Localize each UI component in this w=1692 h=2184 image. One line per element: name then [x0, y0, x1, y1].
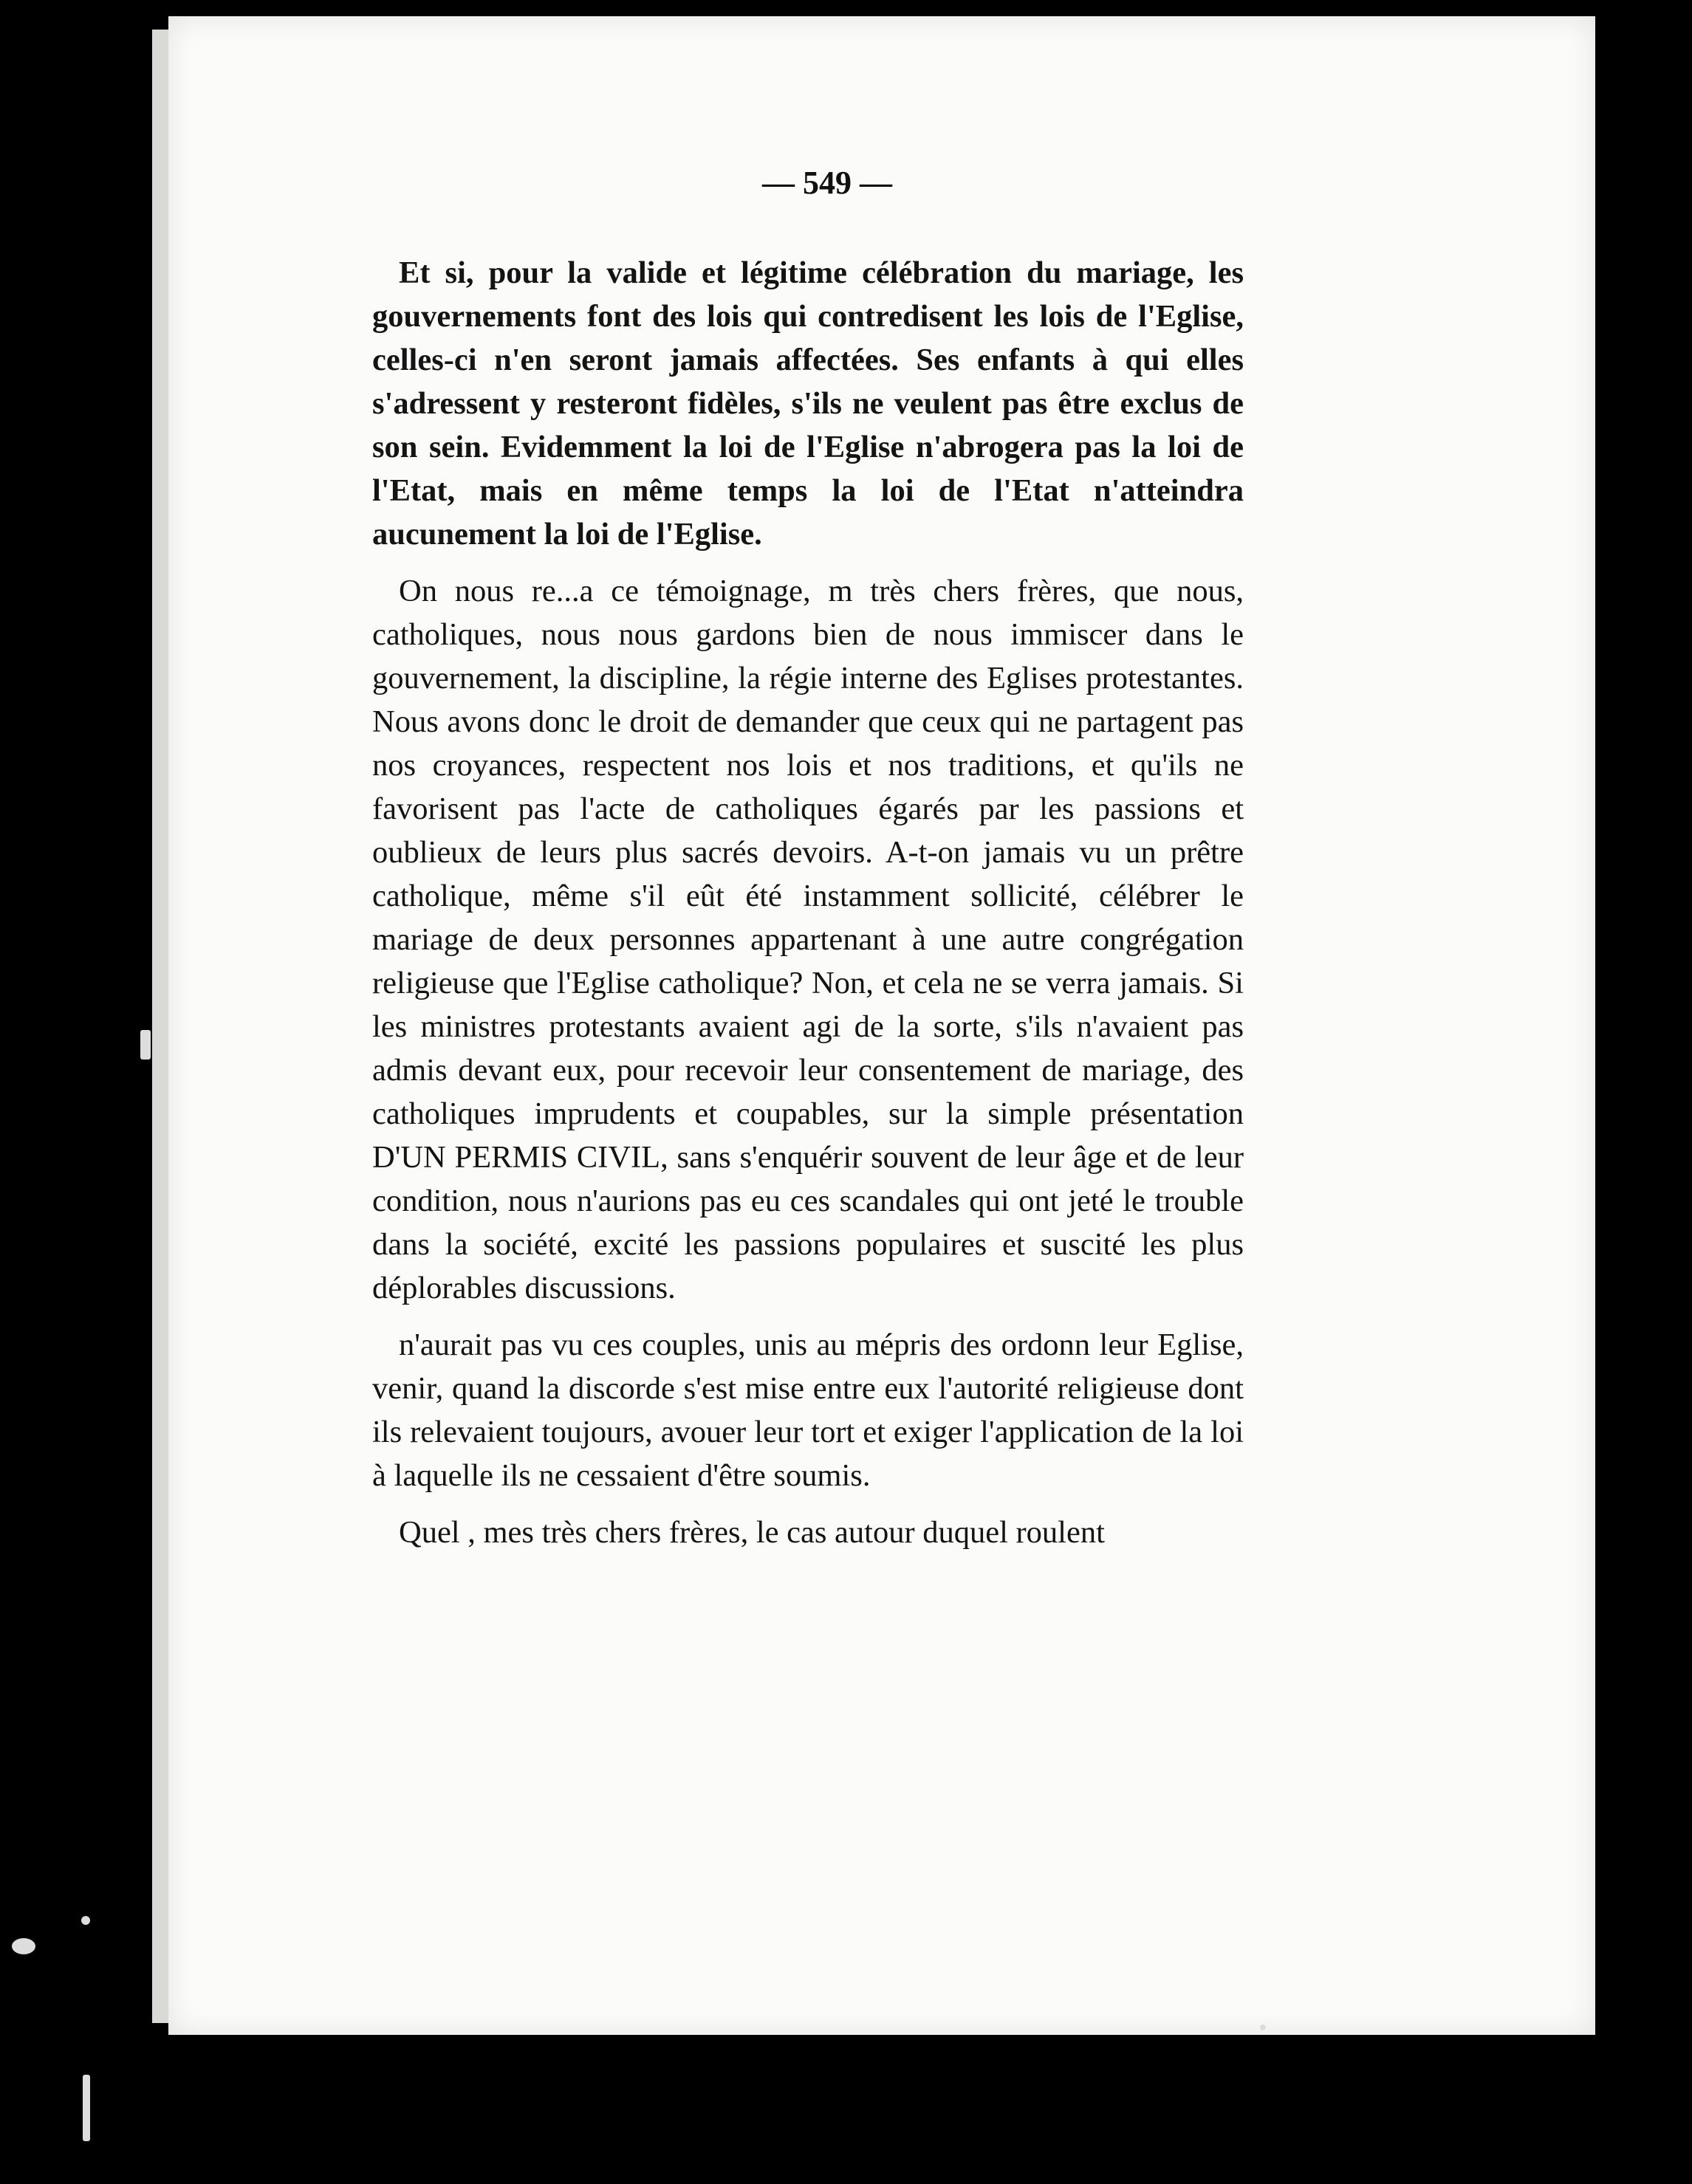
- scan-speck: [81, 1916, 90, 1925]
- scan-speck: [83, 2075, 90, 2141]
- paragraph-1: Et si, pour la valide et légitime célébration du mariage, les gouvernements font des lois qui contredisent les lois de l'Eglise, celles-ci n'en seront jamais affectées. Ses enfants à qui elles s'adressent y resteront fidèles, s'ils ne veulent pas être exclus de son sein. Evidemment la loi de l'Eglise n'abrogera pas la loi de l'Etat, mais en même temps la loi de l'Etat n'atteindra aucunement la loi de l'Eglise.: [372, 255, 1244, 552]
- page-number: — 549 —: [762, 165, 892, 201]
- paragraph-2: On nous re...a ce témoignage, m très chers frères, que nous, catholiques, nous nous gardons bien de nous immiscer dans le gouvernement, la discipline, la régie interne des Eglises protestantes. Nous avons donc le droit de demander que ceux qui ne partagent pas nos croyances, respectent nos lois et nos traditions, et qu'ils ne favorisent pas l'acte de catholiques égarés par les passions et oublieux de leurs plus sacrés devoirs. A-t-on jamais vu un prêtre catholique, même s'il eût été instamment sollicité, célébrer le mariage de deux personnes appartenant à une autre congrégation religieuse que l'Eglise catholique? Non, et cela ne se verra jamais. Si les ministres protestants avaient agi de la sorte, s'ils n'avaient pas admis devant eux, pour recevoir leur consentement de mariage, des catholiques imprudents et coupables, sur la simple présentation D'UN PERMIS CIVIL, sans s'enquérir souvent de leur âge et de leur condition, nous n'aurions pas eu ces scandales qui ont jeté le trouble dans la société, excité les passions populaires et suscité les plus déplorables discussions.: [372, 574, 1244, 1305]
- scan-speck: [140, 1030, 151, 1060]
- scan-speck: [1260, 2025, 1266, 2030]
- scan-speck: [12, 1938, 35, 1954]
- text-body: [372, 251, 1244, 1567]
- paragraph-3: n'aurait pas vu ces couples, unis au mépris des ordonn leur Eglise, venir, quand la discorde s'est mise entre eux l'autorité religieuse dont ils relevaient toujours, avouer leur tort et exiger l'application de la loi à laquelle ils ne cessaient d'être soumis.: [372, 1328, 1244, 1493]
- paragraph-4: Quel , mes très chers frères, le cas autour duquel roulent: [399, 1515, 1105, 1550]
